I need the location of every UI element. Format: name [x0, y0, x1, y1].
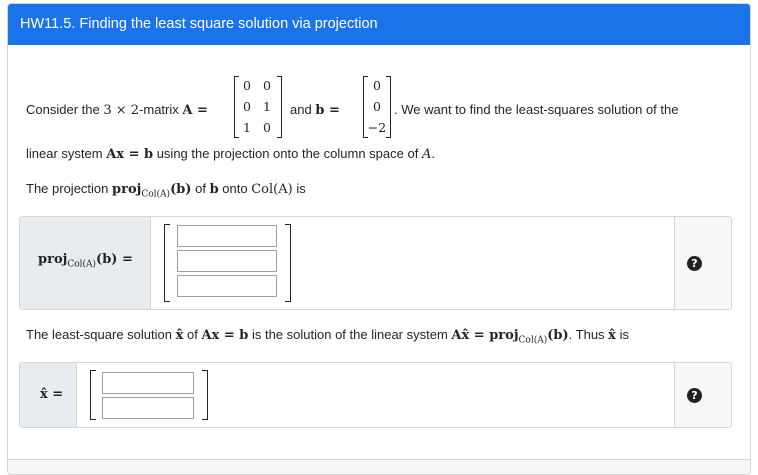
projection-answer-panel: [19, 216, 732, 310]
matrix-a-cell: 1: [263, 99, 271, 114]
projection-left-bracket: [164, 224, 170, 302]
intro-consider: Consider the 3 × 2-matrix A =: [26, 102, 208, 118]
matrix-a-cell: 0: [243, 78, 251, 93]
matrix-a: [234, 76, 282, 138]
projection-right-bracket: [285, 224, 291, 302]
question-card: [7, 3, 751, 475]
vector-b: [363, 76, 391, 138]
card-footer: [8, 459, 750, 474]
vector-b-cell: −2: [367, 120, 387, 135]
xhat-right-bracket: [202, 370, 208, 420]
xhat-help-area: [674, 363, 731, 427]
projection-input-2[interactable]: [177, 250, 277, 272]
intro-want: . We want to find the least-squares solution of the: [394, 102, 679, 117]
vector-b-cell: 0: [373, 78, 381, 93]
xhat-label: x̂ =: [40, 387, 64, 402]
xhat-input-1[interactable]: [102, 372, 194, 394]
least-square-sentence: The least-square solution x̂ of Ax = b is the solution of the linear system Ax̂ = proj$_{Col(A)}$(b). Thus x̂ is: [26, 327, 629, 346]
matrix-a-cell: 0: [243, 99, 251, 114]
xhat-left-bracket: [90, 370, 96, 420]
projection-input-1[interactable]: [177, 225, 277, 247]
vector-b-cell: 0: [373, 99, 381, 114]
xhat-answer-panel: [19, 362, 732, 428]
xhat-input-2[interactable]: [102, 397, 194, 419]
projection-sentence: The projection proj$_{Col(A)}$(b) of b onto Col(A) is: [26, 181, 306, 200]
projection-label-area: [20, 217, 151, 309]
intro-line2: linear system Ax = b using the projection onto the column space of A.: [26, 146, 435, 162]
help-icon[interactable]: ?: [687, 388, 702, 403]
xhat-label-area: [20, 363, 77, 427]
projection-label: proj$_{Col(A)}$(b) =: [38, 252, 133, 270]
projection-input-3[interactable]: [177, 275, 277, 297]
matrix-a-cell: 1: [243, 120, 251, 135]
projection-help-area: [674, 217, 731, 309]
intro-and-b: and b =: [290, 102, 340, 118]
question-title: HW11.5. Finding the least square solution via projection: [8, 4, 750, 45]
matrix-a-cell: 0: [263, 78, 271, 93]
help-icon[interactable]: ?: [687, 256, 702, 271]
matrix-a-cell: 0: [263, 120, 271, 135]
